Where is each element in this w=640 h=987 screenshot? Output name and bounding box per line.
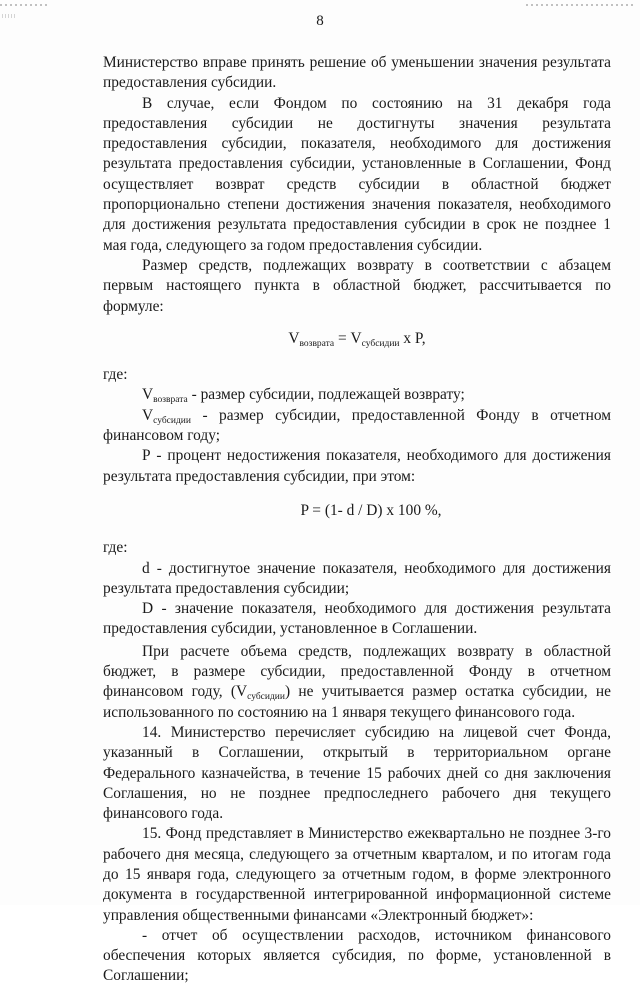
paragraph-formula-intro: Размер средств, подлежащих возврату в соответствии с абзацем первым настоящего пункта в областной бюджет, рассчитывается по формуле: — [103, 256, 611, 315]
paragraph-ministry-decision: Министерство вправе принять решение об уменьшении значения результата предоставления субсидии. — [103, 54, 611, 92]
formula-return-amount — [103, 329, 611, 349]
scan-artifact — [526, 4, 636, 6]
calc-note-sub: субсидии — [247, 692, 285, 703]
formula-percent: P = (1- d / D) x 100 %, — [300, 501, 442, 519]
formula-sub-return: возврата — [299, 338, 335, 349]
definition-v-return-text: - размер субсидии, подлежащей возврату; — [191, 386, 465, 404]
symbol-v: V — [142, 406, 154, 424]
definition-p: Р - процент недостижения показателя, необходимого для достижения результата предоставления субсидии, при этом: — [103, 447, 611, 485]
symbol-sub-subsidy: субсидии — [153, 415, 191, 426]
calc-note-before: При расчете объема средств, подлежащих возврату в областной бюджет, в размере субсидии, предоставленной Фонду в отчетном финансовом году, (V — [103, 642, 611, 701]
calc-note-after: ) не учитывается размер остатка субсидии, не использованного по состоянию на 1 января текущего финансового года. — [103, 683, 611, 721]
definition-d-upper: D - значение показателя, необходимого для достижения результата предоставления субсидии, установленное в Соглашении. — [103, 600, 611, 638]
symbol-sub-return: возврата — [153, 395, 188, 406]
formula-v: V — [288, 329, 300, 347]
definition-d-lower: d - достигнутое значение показателя, необходимого для достижения результата предоставления субсидии; — [103, 559, 611, 597]
scan-artifact — [0, 4, 48, 6]
paragraph-15: 15. Фонд представляет в Министерство ежеквартально не позднее 3-го рабочего дня месяца, следующего за отчетным кварталом, и по итогам года до 15 января года, следующего за отчетным годом, в форме электронного документа в государственной интегрированной информационной системе управления общественными финансами «Электронный бюджет»: — [103, 825, 611, 924]
definition-v-return — [103, 385, 611, 405]
document-body — [103, 53, 611, 987]
paragraph-calculation-note — [103, 642, 611, 723]
where-label: где: — [103, 539, 128, 557]
formula-sub-subsidy: субсидии — [361, 338, 400, 349]
paragraph-14: 14. Министерство перечисляет субсидию на лицевой счет Фонда, указанный в Соглашении, открытый в территориальном органе Федерального казначейства, в течение 15 рабочих дней со дня заключения Соглашения, но не позднее предпоследнего рабочего дня текущего финансового года. — [103, 723, 611, 823]
page-number: 8 — [316, 13, 324, 29]
definition-v-subsidy — [103, 406, 611, 447]
where-label: где: — [103, 366, 128, 384]
formula-eq: = V — [334, 329, 362, 347]
paragraph-return-condition: В случае, если Фондом по состоянию на 31 декабря года предоставления субсидии не достигнуты значения результата предоставления субсидии, показателя, необходимого для достижения результата предоставления субсидии, установленные в Соглашении, Фонд осуществляет возврат средств субсидии в областной бюджет пропорционально степени достижения значения показателя, необходимого для достижения результата предоставления субсидии в срок не позднее 1 мая года, следующего за годом предоставления субсидии. — [103, 94, 611, 254]
formula-tail: x P, — [399, 329, 426, 347]
symbol-v: V — [142, 386, 154, 404]
list-item-expense-report: - отчет об осуществлении расходов, источником финансового обеспечения которых является субсидия, по форме, установленной в Соглашении; — [103, 926, 611, 985]
definition-v-subsidy-text: - размер субсидии, предоставленной Фонду в отчетном финансовом году; — [103, 406, 611, 445]
